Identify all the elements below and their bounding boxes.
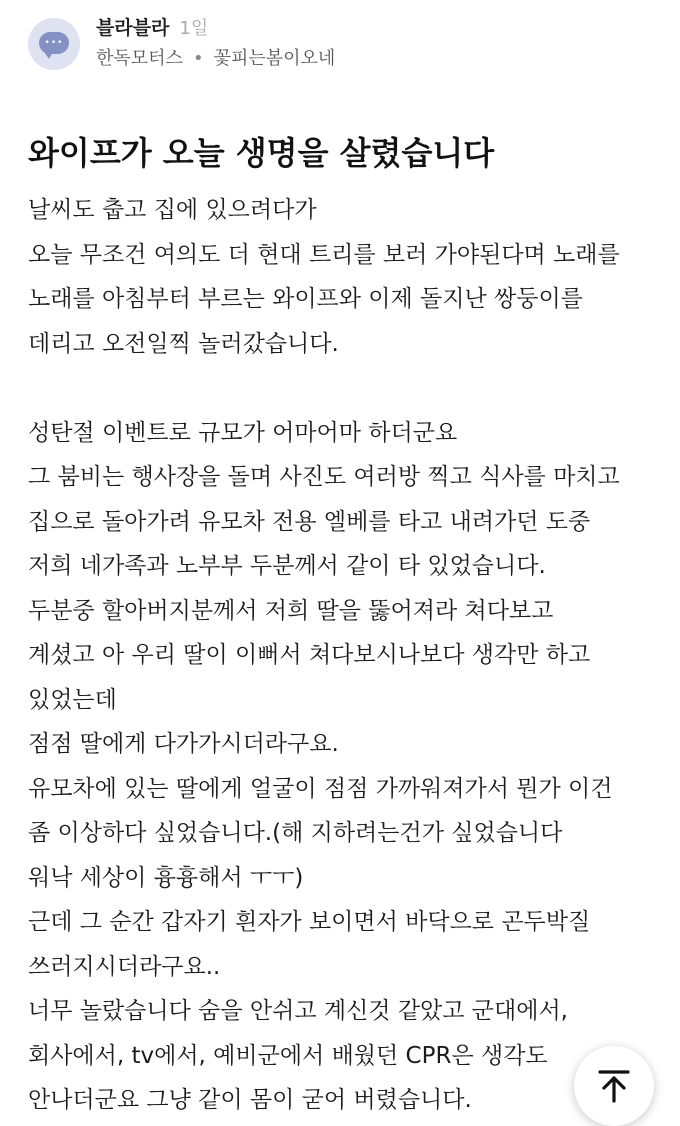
chat-bubble-icon: ••• bbox=[39, 32, 69, 54]
body-line: 회사에서, tv에서, 예비군에서 배웠던 CPR은 생각도 bbox=[28, 1042, 548, 1069]
body-line: 데리고 오전일찍 놀러갔습니다. bbox=[28, 330, 339, 357]
body-line: 안나더군요 그냥 같이 몸이 굳어 버렸습니다. bbox=[28, 1087, 472, 1113]
arrow-up-icon bbox=[597, 1069, 631, 1103]
body-line: 워낙 세상이 흉흉해서 ㅜㅜ) bbox=[28, 864, 304, 891]
avatar[interactable] bbox=[28, 18, 80, 70]
body-line: 집으로 돌아가려 유모차 전용 엘베를 타고 내려가던 도중 bbox=[28, 508, 591, 535]
body-line: 쓰러지시더라구요.. bbox=[28, 953, 221, 980]
body-line: 오늘 무조건 여의도 더 현대 트리를 보러 가야된다며 노래를 bbox=[28, 241, 620, 268]
body-line: 성탄절 이벤트로 규모가 어마어마 하더군요 bbox=[28, 419, 458, 446]
body-line: 그 붐비는 행사장을 돌며 사진도 여러방 찍고 식사를 마치고 bbox=[28, 464, 620, 490]
body-line: 좀 이상하다 싶었습니다.(해 지하려는건가 싶었습니다 bbox=[28, 820, 563, 846]
body-line: 날씨도 춥고 집에 있으려다가 bbox=[28, 197, 317, 223]
blank-line bbox=[28, 366, 658, 411]
author-meta bbox=[96, 47, 335, 71]
body-line: 저희 네가족과 노부부 두분께서 같이 타 있었습니다. bbox=[28, 553, 546, 579]
body-line: 노래를 아침부터 부르는 와이프와 이제 돌지난 쌍둥이를 bbox=[28, 286, 583, 312]
author-row bbox=[96, 16, 208, 41]
post-time: 1일 bbox=[179, 18, 209, 39]
company-name[interactable]: 한독모터스 bbox=[96, 48, 183, 69]
body-line: 두분중 할아버지분께서 저희 딸을 뚫어져라 쳐다보고 bbox=[28, 597, 554, 624]
body-line: 계셨고 아 우리 딸이 이뻐서 쳐다보시나보다 생각만 하고 bbox=[28, 642, 591, 668]
post-title: 와이프가 오늘 생명을 살렸습니다 bbox=[28, 134, 495, 172]
body-line: 유모차에 있는 딸에게 얼굴이 점점 가까워져가서 뭔가 이건 bbox=[28, 775, 613, 802]
post-body bbox=[28, 188, 658, 1123]
body-line: 너무 놀랐습니다 숨을 안쉬고 계신것 같았고 군대에서, bbox=[28, 998, 568, 1024]
author-nickname: 꽃피는봄이오네 bbox=[213, 48, 336, 69]
author-name[interactable]: 블라블라 bbox=[96, 17, 170, 39]
meta-separator: • bbox=[192, 48, 204, 69]
post-header bbox=[28, 16, 668, 76]
body-line: 근데 그 순간 갑자기 흰자가 보이면서 바닥으로 곤두박질 bbox=[28, 909, 591, 935]
scroll-top-button[interactable] bbox=[574, 1046, 654, 1126]
body-line: 점점 딸에게 다가가시더라구요. bbox=[28, 731, 339, 757]
body-line: 있었는데 bbox=[28, 686, 117, 713]
